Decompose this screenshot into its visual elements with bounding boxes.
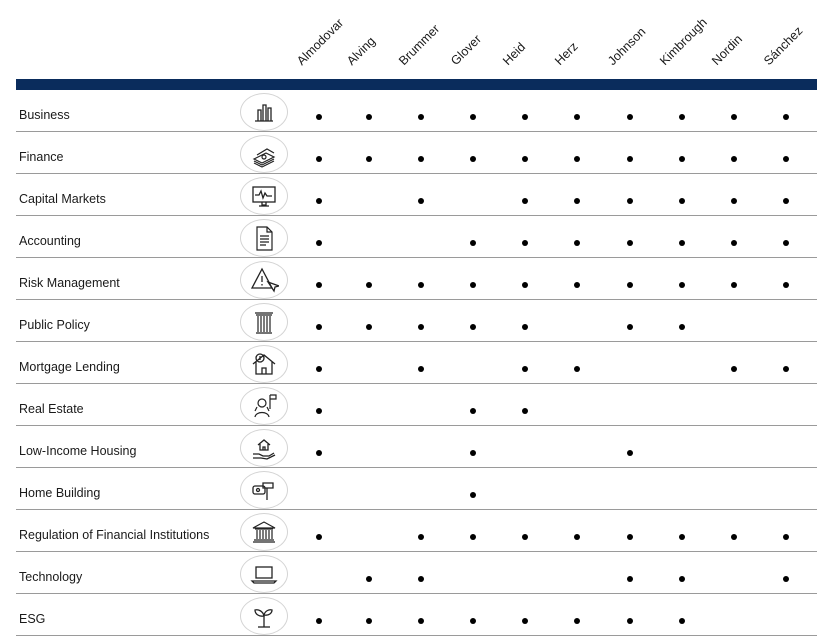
warning-cursor-icon xyxy=(240,261,288,299)
skill-label: Mortgage Lending xyxy=(19,360,120,374)
skill-dot xyxy=(731,366,737,372)
skill-dot xyxy=(627,618,633,624)
skill-dot xyxy=(679,240,685,246)
skill-dot xyxy=(366,324,372,330)
hammer-saw-icon xyxy=(240,471,288,509)
skill-dot xyxy=(522,408,528,414)
skill-dot xyxy=(522,156,528,162)
skill-dot xyxy=(574,618,580,624)
skill-row xyxy=(16,468,817,510)
skill-dot xyxy=(316,240,322,246)
skill-dot xyxy=(627,114,633,120)
skill-dot xyxy=(783,576,789,582)
skill-dot xyxy=(627,450,633,456)
skill-dot xyxy=(731,240,737,246)
skill-row xyxy=(16,384,817,426)
skill-dot xyxy=(574,240,580,246)
skill-dot xyxy=(316,282,322,288)
skill-label: Public Policy xyxy=(19,318,90,332)
skill-dot xyxy=(574,534,580,540)
header-bar xyxy=(16,79,817,90)
skill-dot xyxy=(522,198,528,204)
skill-dot xyxy=(470,408,476,414)
skill-dot xyxy=(783,156,789,162)
skill-label: Real Estate xyxy=(19,402,84,416)
bar-chart-icon xyxy=(240,93,288,131)
skill-row xyxy=(16,132,817,174)
skill-label: Risk Management xyxy=(19,276,120,290)
house-dollar-icon xyxy=(240,345,288,383)
skill-label: ESG xyxy=(19,612,46,626)
member-name: Brummer xyxy=(396,21,443,68)
skills-matrix xyxy=(16,90,817,636)
column-icon xyxy=(240,303,288,341)
skill-dot xyxy=(470,492,476,498)
member-name: Sánchez xyxy=(761,23,806,68)
person-flag-icon xyxy=(240,387,288,425)
skill-dot xyxy=(418,324,424,330)
skill-dot xyxy=(679,156,685,162)
skill-dot xyxy=(418,282,424,288)
skill-dot xyxy=(470,282,476,288)
skill-label: Business xyxy=(19,108,70,122)
skill-row xyxy=(16,552,817,594)
skill-dot xyxy=(783,366,789,372)
skill-row xyxy=(16,216,817,258)
skill-dot xyxy=(418,618,424,624)
skill-dot xyxy=(627,576,633,582)
skill-dot xyxy=(418,156,424,162)
member-name: Heid xyxy=(500,39,529,68)
skill-dot xyxy=(316,408,322,414)
skill-dot xyxy=(522,282,528,288)
skill-label: Technology xyxy=(19,570,83,584)
skill-dot xyxy=(470,156,476,162)
member-name: Nordin xyxy=(709,32,746,68)
skill-dot xyxy=(316,450,322,456)
bank-icon xyxy=(240,513,288,551)
skill-dot xyxy=(731,198,737,204)
skill-label: Finance xyxy=(19,150,64,164)
skill-dot xyxy=(418,366,424,372)
monitor-chart-icon xyxy=(240,177,288,215)
skill-label: Capital Markets xyxy=(19,192,106,206)
sprout-icon xyxy=(240,597,288,635)
skill-dot xyxy=(574,282,580,288)
skill-dot xyxy=(731,114,737,120)
skill-dot xyxy=(418,114,424,120)
skill-dot xyxy=(316,366,322,372)
skill-dot xyxy=(627,282,633,288)
skill-dot xyxy=(679,198,685,204)
skill-label: Regulation of Financial Institutions xyxy=(19,528,210,542)
skill-dot xyxy=(316,324,322,330)
skill-dot xyxy=(731,156,737,162)
skill-dot xyxy=(316,156,322,162)
skill-dot xyxy=(574,156,580,162)
skill-row xyxy=(16,426,817,468)
skill-dot xyxy=(679,114,685,120)
skill-dot xyxy=(470,618,476,624)
skill-dot xyxy=(522,324,528,330)
skill-row xyxy=(16,342,817,384)
skill-dot xyxy=(574,366,580,372)
skill-label: Low-Income Housing xyxy=(19,444,137,458)
skill-dot xyxy=(783,240,789,246)
member-name: Glover xyxy=(448,32,485,68)
hand-house-icon xyxy=(240,429,288,467)
skill-row xyxy=(16,594,817,636)
skill-dot xyxy=(418,198,424,204)
skill-dot xyxy=(627,240,633,246)
skill-dot xyxy=(679,324,685,330)
skill-dot xyxy=(627,534,633,540)
skill-dot xyxy=(366,114,372,120)
skill-dot xyxy=(783,114,789,120)
skill-row xyxy=(16,510,817,552)
skill-dot xyxy=(316,618,322,624)
skill-dot xyxy=(627,198,633,204)
skill-row xyxy=(16,258,817,300)
skill-dot xyxy=(522,618,528,624)
skill-dot xyxy=(522,534,528,540)
skill-dot xyxy=(679,282,685,288)
skill-dot xyxy=(470,450,476,456)
skill-dot xyxy=(522,366,528,372)
skill-dot xyxy=(731,534,737,540)
skill-dot xyxy=(470,534,476,540)
skill-dot xyxy=(366,282,372,288)
member-name: Herz xyxy=(552,39,581,68)
skill-label: Home Building xyxy=(19,486,101,500)
money-stack-icon xyxy=(240,135,288,173)
skill-row xyxy=(16,300,817,342)
skill-dot xyxy=(470,114,476,120)
skill-dot xyxy=(783,534,789,540)
member-name: Almodovar xyxy=(294,15,347,68)
skill-dot xyxy=(316,534,322,540)
skill-dot xyxy=(470,240,476,246)
member-name: Alving xyxy=(344,34,379,68)
skill-row xyxy=(16,174,817,216)
skill-dot xyxy=(574,198,580,204)
skill-dot xyxy=(783,282,789,288)
skill-dot xyxy=(366,576,372,582)
skill-dot xyxy=(418,534,424,540)
skill-dot xyxy=(366,618,372,624)
skill-dot xyxy=(522,240,528,246)
skill-dot xyxy=(418,576,424,582)
skill-dot xyxy=(679,618,685,624)
member-name: Kimbrough xyxy=(657,15,710,68)
skill-row xyxy=(16,90,817,132)
member-header xyxy=(0,0,835,80)
skill-dot xyxy=(470,324,476,330)
skill-dot xyxy=(731,282,737,288)
skill-dot xyxy=(316,114,322,120)
skill-label: Accounting xyxy=(19,234,81,248)
member-name: Johnson xyxy=(605,24,649,68)
skill-dot xyxy=(316,198,322,204)
skill-dot xyxy=(783,198,789,204)
skill-dot xyxy=(679,534,685,540)
document-icon xyxy=(240,219,288,257)
laptop-icon xyxy=(240,555,288,593)
skill-dot xyxy=(627,324,633,330)
skill-dot xyxy=(679,576,685,582)
skill-dot xyxy=(366,156,372,162)
skill-dot xyxy=(522,114,528,120)
skill-dot xyxy=(627,156,633,162)
skill-dot xyxy=(574,114,580,120)
